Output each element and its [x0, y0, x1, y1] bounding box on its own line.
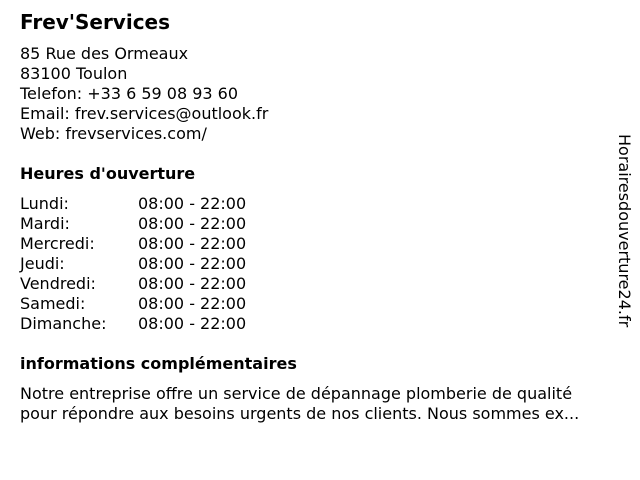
time-range: 08:00 - 22:00 — [138, 234, 247, 253]
day-label: Vendredi: — [20, 274, 96, 293]
day-label: Dimanche: — [20, 314, 107, 333]
day-label: Lundi: — [20, 194, 69, 213]
time-range: 08:00 - 22:00 — [138, 214, 247, 233]
address-city: 83100 Toulon — [20, 64, 128, 83]
day-label: Samedi: — [20, 294, 86, 313]
day-label: Mardi: — [20, 214, 70, 233]
hours-row-monday — [20, 194, 246, 214]
business-description — [20, 384, 632, 424]
phone-line: Telefon: +33 6 59 08 93 60 — [20, 84, 239, 103]
hours-row-thursday — [20, 254, 246, 274]
hours-row-friday — [20, 274, 246, 294]
day-label: Mercredi: — [20, 234, 95, 253]
email-line: Email: frev.services@outlook.fr — [20, 104, 269, 123]
contact-block — [20, 44, 268, 144]
hours-row-tuesday — [20, 214, 246, 234]
hours-row-saturday — [20, 294, 246, 314]
additional-info-heading: informations complémentaires — [20, 354, 297, 373]
time-range: 08:00 - 22:00 — [138, 274, 247, 293]
time-range: 08:00 - 22:00 — [138, 194, 247, 213]
site-watermark: Horairesdouverture24.fr — [615, 134, 634, 328]
website-line: Web: frevservices.com/ — [20, 124, 207, 143]
hours-row-wednesday — [20, 234, 246, 254]
description-line-1: Notre entreprise offre un service de dépannage plomberie de qualité — [20, 384, 573, 403]
time-range: 08:00 - 22:00 — [138, 294, 247, 313]
address-street: 85 Rue des Ormeaux — [20, 44, 189, 63]
hours-row-sunday — [20, 314, 246, 334]
opening-hours-heading: Heures d'ouverture — [20, 164, 196, 183]
day-label: Jeudi: — [20, 254, 65, 273]
opening-hours-table — [20, 194, 246, 334]
time-range: 08:00 - 22:00 — [138, 254, 247, 273]
time-range: 08:00 - 22:00 — [138, 314, 247, 333]
business-name: Frev'Services — [20, 10, 171, 34]
description-line-2: pour répondre aux besoins urgents de nos clients. Nous sommes ex... — [20, 404, 580, 423]
